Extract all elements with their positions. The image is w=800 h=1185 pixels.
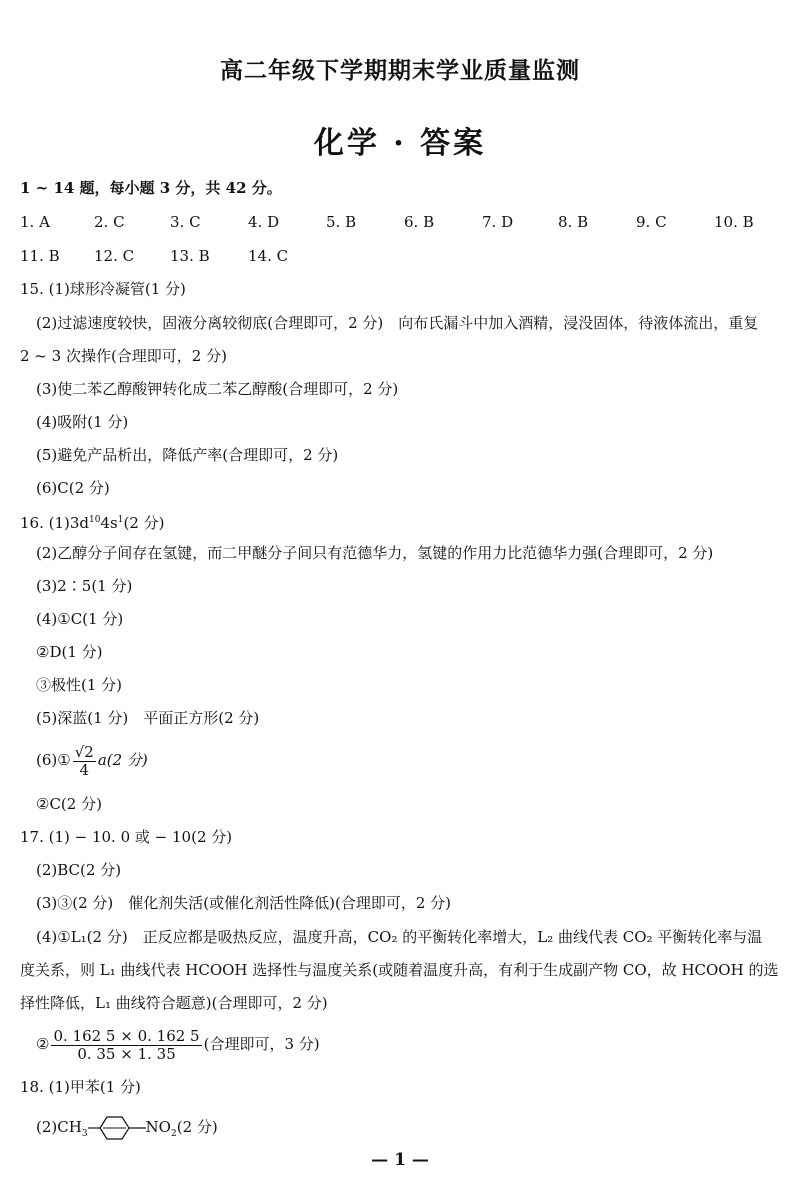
q16-line: (2)乙醇分子间存在氢键，而二甲醚分子间只有范德华力，氢键的作用力比范德华力强(合理即可，2 分) bbox=[36, 544, 714, 562]
choice-answer: 9. C bbox=[636, 213, 667, 231]
q15-line: (5)避免产品析出，降低产率(合理即可，2 分) bbox=[36, 446, 339, 464]
fraction-denominator: 4 bbox=[79, 760, 90, 779]
q17-line: (2)BC(2 分) bbox=[36, 861, 122, 879]
q17-line: (3)③(2 分) 催化剂失活(或催化剂活性降低)(合理即可，2 分) bbox=[36, 894, 451, 912]
q16-line: ②D(1 分) bbox=[36, 643, 103, 661]
fraction bbox=[51, 1028, 201, 1063]
q15-line: 2 ~ 3 次操作(合理即可，2 分) bbox=[20, 347, 227, 365]
q18-formula-mid: NO bbox=[145, 1118, 171, 1136]
q15-line: 15. (1)球形冷凝管(1 分) bbox=[20, 280, 186, 298]
choice-intro: 1 ~ 14 题，每小题 3 分，共 42 分。 bbox=[20, 179, 282, 197]
q17-part4b-prefix: ② bbox=[36, 1035, 50, 1053]
choice-answer: 13. B bbox=[170, 247, 210, 265]
q16-line bbox=[36, 742, 148, 779]
q18-formula-suffix: (2 分) bbox=[176, 1118, 218, 1136]
q16-config-suffix: (2 分) bbox=[123, 514, 165, 532]
choice-answer: 3. C bbox=[170, 213, 201, 231]
q16-config-mid: 4s bbox=[100, 514, 118, 532]
choice-answer: 5. B bbox=[326, 213, 357, 231]
q17-line bbox=[36, 1026, 320, 1063]
q16-line bbox=[20, 510, 165, 533]
q15-line: (2)过滤速度较快，固液分离较彻底(合理即可，2 分) 向布氏漏斗中加入酒精，浸没固体，待液体流出，重复 bbox=[36, 314, 759, 332]
q17-line: 17. (1) − 10. 0 或 − 10(2 分) bbox=[20, 828, 233, 846]
choice-answer: 11. B bbox=[20, 247, 60, 265]
fraction bbox=[73, 744, 96, 779]
q18-line bbox=[36, 1113, 218, 1148]
q17-line: 择性降低，L₁ 曲线符合题意)(合理即可，2 分) bbox=[20, 994, 328, 1012]
q16-line: (5)深蓝(1 分) 平面正方形(2 分) bbox=[36, 709, 260, 727]
q16-part6-prefix: (6)① bbox=[36, 751, 71, 769]
q16-config-sup: 10 bbox=[89, 515, 101, 525]
q17-part4b-suffix: (合理即可，3 分) bbox=[203, 1035, 320, 1053]
choice-answer: 10. B bbox=[714, 213, 754, 231]
page-subtitle: 化学 · 答案 bbox=[313, 126, 487, 161]
q17-line: 度关系，则 L₁ 曲线代表 HCOOH 选择性与温度关系(或随着温度升高，有利于生成副产物 CO，故 HCOOH 的选 bbox=[20, 961, 779, 979]
q16-config-prefix: 16. (1)3d bbox=[20, 514, 90, 532]
choice-answer: 12. C bbox=[94, 247, 135, 265]
choice-answer: 6. B bbox=[404, 213, 435, 231]
choice-answer: 4. D bbox=[248, 213, 280, 231]
q15-line: (3)使二苯乙醇酸钾转化成二苯乙醇酸(合理即可，2 分) bbox=[36, 380, 399, 398]
choice-answer: 7. D bbox=[482, 213, 514, 231]
fraction-denominator: 0. 35 × 1. 35 bbox=[77, 1044, 176, 1063]
choice-answer: 1. A bbox=[20, 213, 50, 231]
q16-part6-suffix: a(2 分) bbox=[97, 751, 148, 769]
q16-line: ②C(2 分) bbox=[36, 795, 102, 813]
q18-formula-prefix: (2)CH bbox=[36, 1118, 82, 1136]
q15-line: (6)C(2 分) bbox=[36, 479, 110, 497]
q16-line: (3)2∶5(1 分) bbox=[36, 577, 133, 595]
q18-line: 18. (1)甲苯(1 分) bbox=[20, 1078, 141, 1096]
benzene-ring-icon bbox=[88, 1114, 146, 1142]
q18-formula-sub: 2 bbox=[170, 1129, 177, 1139]
fraction-numerator: 0. 162 5 × 0. 162 5 bbox=[53, 1026, 200, 1045]
q18-formula-sub: 3 bbox=[81, 1129, 88, 1139]
q15-line: (4)吸附(1 分) bbox=[36, 413, 129, 431]
page-title: 高二年级下学期期末学业质量监测 bbox=[220, 57, 580, 84]
q17-line: (4)①L₁(2 分) 正反应都是吸热反应，温度升高，CO₂ 的平衡转化率增大，L₂ 曲线代表 CO₂ 平衡转化率与温 bbox=[36, 928, 763, 946]
q16-line: (4)①C(1 分) bbox=[36, 610, 124, 628]
fraction-numerator: √2 bbox=[74, 742, 94, 761]
choice-answer: 2. C bbox=[94, 213, 125, 231]
choice-answer: 14. C bbox=[248, 247, 289, 265]
q16-line: ③极性(1 分) bbox=[36, 676, 123, 694]
q16-config-sup: 1 bbox=[117, 515, 124, 525]
page-number: — 1 — bbox=[371, 1150, 429, 1170]
choice-answer: 8. B bbox=[558, 213, 589, 231]
